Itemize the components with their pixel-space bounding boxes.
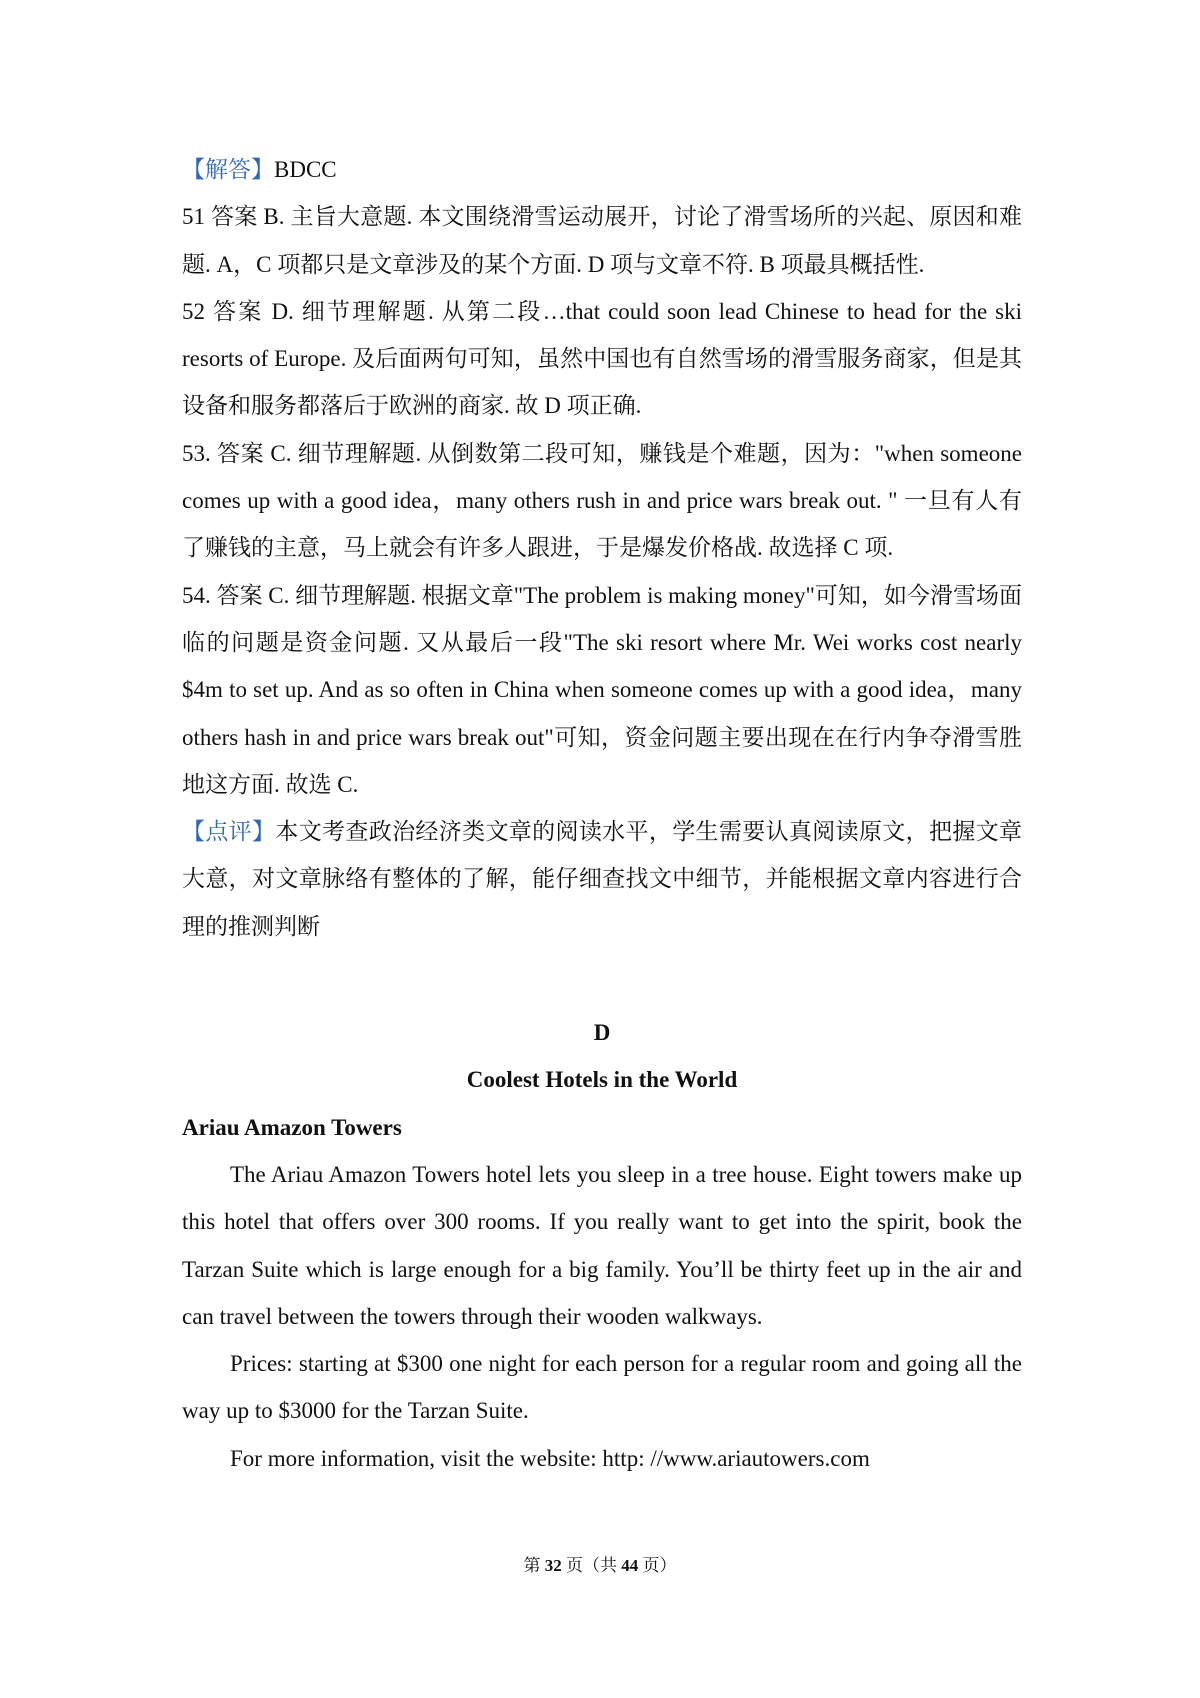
section-gap	[182, 950, 1022, 1009]
page-content	[182, 146, 1022, 1482]
footer-page-number: 32	[544, 1556, 562, 1575]
explanation-54: 54. 答案 C. 细节理解题. 根据文章"The problem is making money"可知，如今滑雪场面临的问题是资金问题. 又从最后一段"The ski resort where Mr. Wei works cost nearly $4m to set up. And as so often in China when someone comes up with a good idea，many others hash in and price wars break out"可知，资金问题主要出现在在行内争夺滑雪胜地这方面. 故选 C.	[182, 582, 1022, 797]
hotel-website: For more information, visit the website: http: //www.ariautowers.com	[230, 1445, 870, 1471]
footer-suffix: 页）	[638, 1556, 677, 1575]
footer-prefix: 第	[523, 1556, 545, 1575]
answer-line	[182, 146, 1022, 193]
page-footer	[0, 1554, 1200, 1578]
explanation-52: 52 答案 D. 细节理解题. 从第二段…that could soon lead Chinese to head for the ski resorts of Europe. 及后面两句可知，虽然中国也有自然雪场的滑雪服务商家，但是其设备和服务都落后于欧洲的商家. 故 D 项正确.	[182, 298, 1022, 419]
explanation-53: 53. 答案 C. 细节理解题. 从倒数第二段可知，赚钱是个难题，因为："when someone comes up with a good idea，many others rush in and price wars break out. " 一旦有人有了赚钱的主意，马上就会有许多人跟进，于是爆发价格战. 故选择 C 项.	[182, 440, 1022, 561]
hotel-prices: Prices: starting at $300 one night for each person for a regular room and going all the way up to $3000 for the Tarzan Suite.	[182, 1351, 1022, 1424]
comment-text: 本文考查政治经济类文章的阅读水平，学生需要认真阅读原文，把握文章大意，对文章脉络有整体的了解，能仔细查找文中细节，并能根据文章内容进行合理的推测判断	[182, 819, 1023, 939]
hotel-description: The Ariau Amazon Towers hotel lets you sleep in a tree house. Eight towers make up this hotel that offers over 300 rooms. If you really want to get into the spirit, book the Tarzan Suite which is large enough for a big family. You’ll be thirty feet up in the air and can travel between the towers through their wooden walkways.	[182, 1161, 1022, 1329]
footer-total-pages: 44	[621, 1556, 639, 1575]
comment-tag: 【点评】	[182, 819, 276, 845]
explanation-51: 51 答案 B. 主旨大意题. 本文围绕滑雪运动展开，讨论了滑雪场所的兴起、原因和难题. A，C 项都只是文章涉及的某个方面. D 项与文章不符. B 项最具概括性.	[182, 204, 1022, 277]
footer-middle: 页（共	[561, 1556, 622, 1575]
answer-tag: 【解答】	[182, 157, 274, 182]
answer-text: BDCC	[274, 157, 337, 182]
comment-line	[182, 808, 1022, 950]
hotel-heading: Ariau Amazon Towers	[182, 1114, 402, 1140]
section-letter: D	[593, 1020, 611, 1046]
section-title: Coolest Hotels in the World	[466, 1067, 738, 1093]
